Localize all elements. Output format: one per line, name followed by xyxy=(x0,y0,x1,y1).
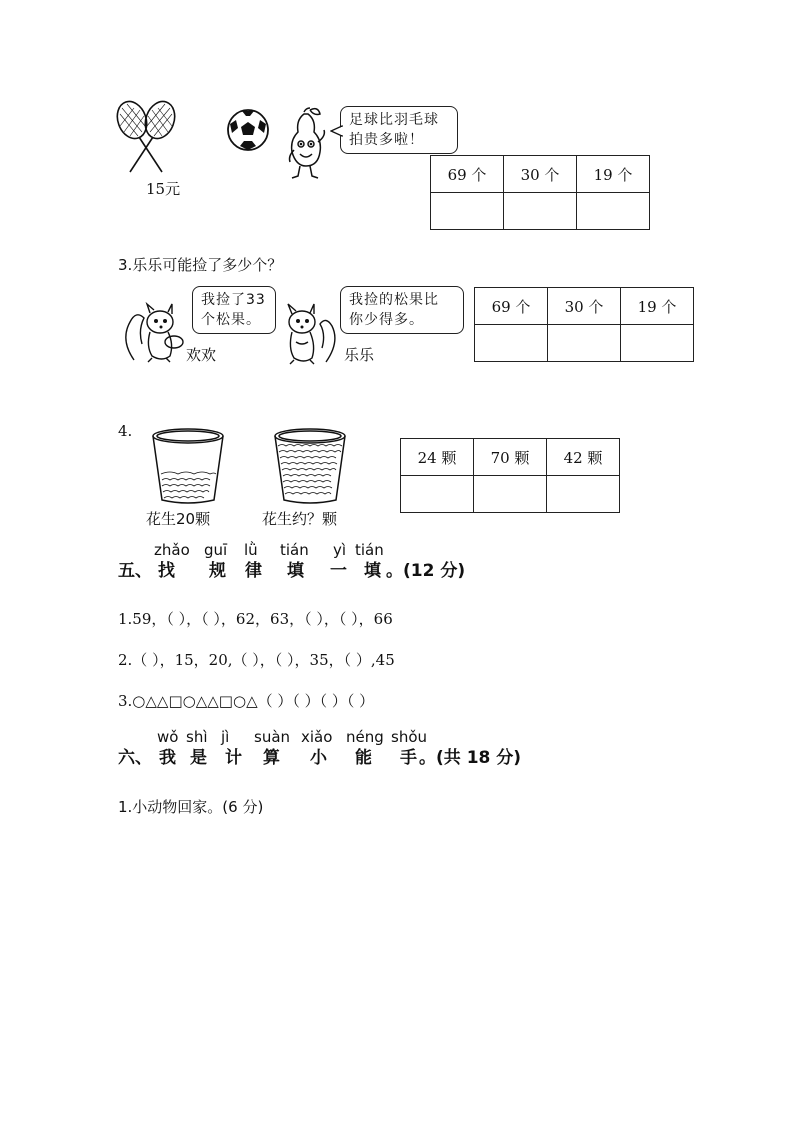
q4-answer-cell-3[interactable] xyxy=(547,476,620,513)
section6-char-6: 能 xyxy=(355,748,372,768)
section5-prefix: 五、 xyxy=(118,561,152,581)
section6-char-4: 算 xyxy=(263,748,280,768)
racket-price-label: 15元 xyxy=(146,180,181,198)
huanhuan-bubble-line1: 我捡了33 xyxy=(201,292,266,308)
q2-option-2: 30 个 xyxy=(504,156,577,193)
section6-pinyin-7: shǒu xyxy=(391,728,428,746)
q3-option-3: 19 个 xyxy=(621,288,694,325)
q4-option-3: 42 颗 xyxy=(547,439,620,476)
lele-name: 乐乐 xyxy=(344,346,375,364)
q4-options-table xyxy=(400,438,620,513)
pattern-line-3: 3.○△△□○△△□○△（ ）（ ）（ ）（ ） xyxy=(118,692,375,710)
section5-char-1: 找 xyxy=(158,561,175,581)
q2-answer-cell-2[interactable] xyxy=(504,193,577,230)
q4-right-caption: 花生约？颗 xyxy=(262,510,338,528)
section5-char-2: 规 xyxy=(209,561,226,581)
section5-pinyin-1: zhǎo xyxy=(154,541,190,559)
section5-char-5: 一 xyxy=(330,561,347,581)
section5-pinyin-6: tián xyxy=(355,541,384,559)
section6-char-1: 我 xyxy=(159,748,176,768)
q4-number: 4. xyxy=(118,422,133,440)
q2-options-table xyxy=(430,155,650,230)
section6-char-5: 小 xyxy=(310,748,327,768)
section5-char-3: 律 xyxy=(245,561,262,581)
q3-answer-cell-1[interactable] xyxy=(475,325,548,362)
q2-option-1: 69 个 xyxy=(431,156,504,193)
section6-pinyin-1: wǒ xyxy=(157,728,179,746)
section5-pinyin-3: lǜ xyxy=(244,541,258,559)
huanhuan-bubble-line2: 个松果。 xyxy=(201,312,261,328)
section5-score: 。(12 分) xyxy=(386,561,466,581)
lele-bubble-line2: 你少得多。 xyxy=(349,312,424,328)
q2-answer-cell-3[interactable] xyxy=(577,193,650,230)
q3-option-2: 30 个 xyxy=(548,288,621,325)
q3-answer-cell-2[interactable] xyxy=(548,325,621,362)
huanhuan-name: 欢欢 xyxy=(186,346,217,364)
badminton-rackets-image xyxy=(112,98,182,176)
q4-option-2: 70 颗 xyxy=(474,439,547,476)
section6-pinyin-2: shì xyxy=(186,728,208,746)
section6-char-7: 手 xyxy=(400,748,417,768)
squirrel-huanhuan-image xyxy=(120,300,186,364)
huanhuan-speech-bubble xyxy=(192,286,276,334)
q3-answer-cell-3[interactable] xyxy=(621,325,694,362)
peanut-cup-full-image xyxy=(272,426,348,506)
section5-pinyin-5: yì xyxy=(333,541,347,559)
section6-char-3: 计 xyxy=(225,748,242,768)
section6-pinyin-4: suàn xyxy=(254,728,291,746)
section5-char-4: 填 xyxy=(287,561,304,581)
squirrel-lele-image xyxy=(282,302,338,366)
section6-char-2: 是 xyxy=(190,748,207,768)
section6-pinyin-3: jì xyxy=(221,728,230,746)
q2-option-3: 19 个 xyxy=(577,156,650,193)
soccer-ball-image xyxy=(226,108,270,152)
q4-answer-cell-1[interactable] xyxy=(401,476,474,513)
q3-options-table xyxy=(474,287,694,362)
section6-score: 。(共 18 分) xyxy=(419,748,522,768)
pear-speech-bubble xyxy=(340,106,458,154)
pear-character-image xyxy=(284,106,330,184)
pattern-line-1: 1.59，（ ），（ ），62，63，（ ），（ ），66 xyxy=(118,610,393,628)
lele-bubble-line1: 我捡的松果比 xyxy=(349,292,439,308)
section5-pinyin-2: guī xyxy=(204,541,228,559)
section5-pinyin-4: tián xyxy=(280,541,309,559)
section6-pinyin-6: néng xyxy=(346,728,384,746)
q3-title: 3.乐乐可能捡了多少个？ xyxy=(118,256,283,274)
bubble-tail xyxy=(330,122,344,141)
q2-answer-cell-1[interactable] xyxy=(431,193,504,230)
section6-sub1: 1.小动物回家。(6 分) xyxy=(118,798,264,816)
pattern-line-2: 2.（ ），15，20,（ ），（ ），35，（ ）,45 xyxy=(118,651,395,669)
peanut-cup-small-image xyxy=(150,426,226,506)
section6-prefix: 六、 xyxy=(118,748,152,768)
pear-bubble-line2: 拍贵多啦！ xyxy=(349,132,424,148)
section6-pinyin-5: xiǎo xyxy=(301,728,333,746)
q4-answer-cell-2[interactable] xyxy=(474,476,547,513)
lele-speech-bubble xyxy=(340,286,464,334)
q4-option-1: 24 颗 xyxy=(401,439,474,476)
section5-char-6: 填 xyxy=(364,561,381,581)
q3-option-1: 69 个 xyxy=(475,288,548,325)
q4-left-caption: 花生20颗 xyxy=(146,510,211,528)
pear-bubble-line1: 足球比羽毛球 xyxy=(349,112,439,128)
